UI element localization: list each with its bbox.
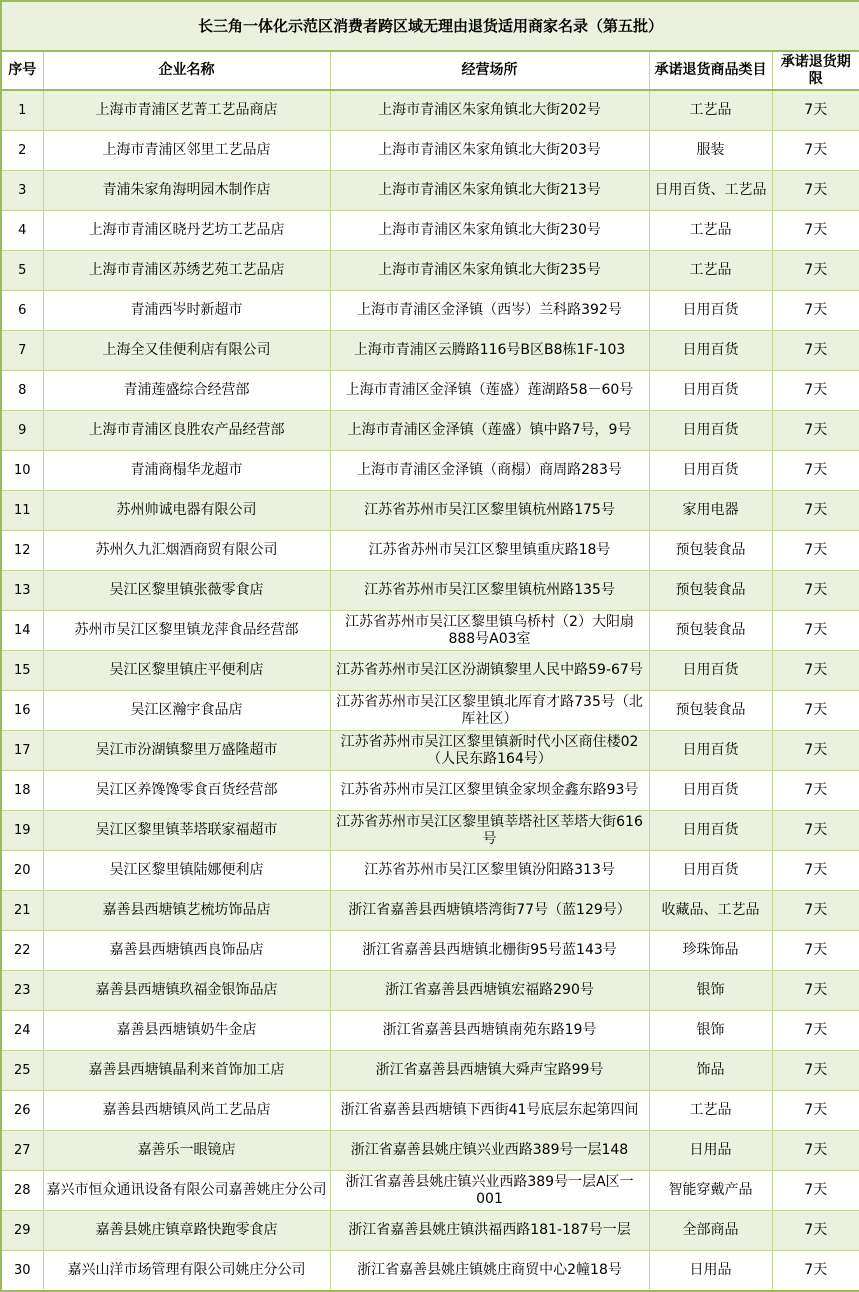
cell-address: 江苏省苏州市吴江区汾湖镇黎里人民中路59-67号 — [330, 651, 649, 691]
cell-name: 苏州市吴江区黎里镇龙萍食品经营部 — [43, 611, 330, 651]
cell-address: 江苏省苏州市吴江区黎里镇新时代小区商住楼02（人民东路164号） — [330, 731, 649, 771]
cell-period: 7天 — [772, 891, 859, 931]
cell-address: 浙江省嘉善县西塘镇下西街41号底层东起第四间 — [330, 1091, 649, 1131]
cell-name: 青浦西岑时新超市 — [43, 291, 330, 331]
cell-period: 7天 — [772, 171, 859, 211]
cell-seq: 10 — [1, 451, 43, 491]
cell-category: 日用百货 — [649, 371, 772, 411]
cell-name: 嘉善县西塘镇玖福金银饰品店 — [43, 971, 330, 1011]
cell-address: 上海市青浦区云腾路116号B区B8栋1F-103 — [330, 331, 649, 371]
cell-category: 工艺品 — [649, 1091, 772, 1131]
cell-address: 浙江省嘉善县姚庄镇兴业西路389号一层148 — [330, 1131, 649, 1171]
cell-address: 浙江省嘉善县西塘镇宏福路290号 — [330, 971, 649, 1011]
table-row — [1, 451, 859, 491]
table-row — [1, 211, 859, 251]
cell-period: 7天 — [772, 1011, 859, 1051]
cell-seq: 18 — [1, 771, 43, 811]
cell-seq: 1 — [1, 90, 43, 131]
cell-address: 江苏省苏州市吴江区黎里镇汾阳路313号 — [330, 851, 649, 891]
cell-seq: 25 — [1, 1051, 43, 1091]
cell-period: 7天 — [772, 131, 859, 171]
table-row — [1, 851, 859, 891]
cell-address: 江苏省苏州市吴江区黎里镇重庆路18号 — [330, 531, 649, 571]
cell-address: 江苏省苏州市吴江区黎里镇莘塔社区莘塔大街616号 — [330, 811, 649, 851]
table-row — [1, 251, 859, 291]
table-row — [1, 731, 859, 771]
cell-address: 江苏省苏州市吴江区黎里镇乌桥村（2）大阳扇888号A03室 — [330, 611, 649, 651]
cell-period: 7天 — [772, 1051, 859, 1091]
cell-address: 江苏省苏州市吴江区黎里镇杭州路175号 — [330, 491, 649, 531]
title-row — [1, 1, 859, 51]
table-row — [1, 691, 859, 731]
cell-period: 7天 — [772, 411, 859, 451]
page-title: 长三角一体化示范区消费者跨区域无理由退货适用商家名录（第五批） — [1, 1, 859, 51]
cell-period: 7天 — [772, 771, 859, 811]
cell-category: 工艺品 — [649, 211, 772, 251]
cell-address: 江苏省苏州市吴江区黎里镇杭州路135号 — [330, 571, 649, 611]
cell-category: 服装 — [649, 131, 772, 171]
cell-period: 7天 — [772, 971, 859, 1011]
table-row — [1, 1171, 859, 1211]
cell-seq: 15 — [1, 651, 43, 691]
cell-seq: 5 — [1, 251, 43, 291]
cell-address: 上海市青浦区朱家角镇北大街213号 — [330, 171, 649, 211]
table-row — [1, 491, 859, 531]
cell-category: 饰品 — [649, 1051, 772, 1091]
cell-category: 银饰 — [649, 1011, 772, 1051]
cell-name: 嘉善县西塘镇晶利来首饰加工店 — [43, 1051, 330, 1091]
cell-name: 青浦朱家角海明园木制作店 — [43, 171, 330, 211]
cell-category: 全部商品 — [649, 1211, 772, 1251]
cell-address: 江苏省苏州市吴江区黎里镇北厍育才路735号（北厍社区） — [330, 691, 649, 731]
cell-period: 7天 — [772, 931, 859, 971]
cell-seq: 11 — [1, 491, 43, 531]
cell-category: 日用品 — [649, 1131, 772, 1171]
cell-seq: 16 — [1, 691, 43, 731]
cell-seq: 8 — [1, 371, 43, 411]
cell-name: 上海市青浦区晓丹艺坊工艺品店 — [43, 211, 330, 251]
cell-name: 吴江区瀚宇食品店 — [43, 691, 330, 731]
cell-seq: 30 — [1, 1251, 43, 1292]
cell-name: 苏州久九汇烟酒商贸有限公司 — [43, 531, 330, 571]
cell-name: 嘉善县西塘镇艺梳坊饰品店 — [43, 891, 330, 931]
cell-period: 7天 — [772, 291, 859, 331]
cell-name: 上海市青浦区良胜农产品经营部 — [43, 411, 330, 451]
table-row — [1, 611, 859, 651]
cell-address: 浙江省嘉善县西塘镇南苑东路19号 — [330, 1011, 649, 1051]
cell-address: 上海市青浦区金泽镇（莲盛）莲湖路58－60号 — [330, 371, 649, 411]
cell-period: 7天 — [772, 571, 859, 611]
table-row — [1, 1131, 859, 1171]
cell-period: 7天 — [772, 531, 859, 571]
cell-category: 日用品 — [649, 1251, 772, 1292]
cell-address: 浙江省嘉善县西塘镇塔湾街77号（蓝129号） — [330, 891, 649, 931]
cell-period: 7天 — [772, 331, 859, 371]
cell-category: 家用电器 — [649, 491, 772, 531]
cell-period: 7天 — [772, 211, 859, 251]
cell-period: 7天 — [772, 691, 859, 731]
cell-category: 预包装食品 — [649, 571, 772, 611]
cell-category: 日用百货、工艺品 — [649, 171, 772, 211]
cell-name: 嘉善县西塘镇西良饰品店 — [43, 931, 330, 971]
cell-category: 预包装食品 — [649, 531, 772, 571]
header-row — [1, 51, 859, 90]
cell-address: 浙江省嘉善县姚庄镇兴业西路389号一层A区一001 — [330, 1171, 649, 1211]
cell-seq: 23 — [1, 971, 43, 1011]
cell-seq: 14 — [1, 611, 43, 651]
cell-name: 嘉兴市恒众通讯设备有限公司嘉善姚庄分公司 — [43, 1171, 330, 1211]
cell-address: 浙江省嘉善县西塘镇大舜声宝路99号 — [330, 1051, 649, 1091]
cell-name: 吴江区黎里镇张薇零食店 — [43, 571, 330, 611]
cell-name: 嘉善县西塘镇奶牛金店 — [43, 1011, 330, 1051]
cell-name: 嘉善县姚庄镇章路快跑零食店 — [43, 1211, 330, 1251]
cell-address: 上海市青浦区朱家角镇北大街230号 — [330, 211, 649, 251]
cell-period: 7天 — [772, 611, 859, 651]
cell-period: 7天 — [772, 731, 859, 771]
cell-period: 7天 — [772, 851, 859, 891]
cell-name: 上海市青浦区邻里工艺品店 — [43, 131, 330, 171]
cell-seq: 24 — [1, 1011, 43, 1051]
cell-period: 7天 — [772, 491, 859, 531]
cell-name: 上海市青浦区艺菁工艺品商店 — [43, 90, 330, 131]
cell-category: 日用百货 — [649, 331, 772, 371]
cell-address: 浙江省嘉善县姚庄镇洪福西路181-187号一层 — [330, 1211, 649, 1251]
cell-address: 浙江省嘉善县姚庄镇姚庄商贸中心2幢18号 — [330, 1251, 649, 1292]
cell-seq: 26 — [1, 1091, 43, 1131]
cell-seq: 12 — [1, 531, 43, 571]
cell-category: 工艺品 — [649, 90, 772, 131]
table-row — [1, 1251, 859, 1292]
cell-name: 上海市青浦区苏绣艺苑工艺品店 — [43, 251, 330, 291]
cell-seq: 29 — [1, 1211, 43, 1251]
cell-address: 上海市青浦区朱家角镇北大街235号 — [330, 251, 649, 291]
cell-period: 7天 — [772, 251, 859, 291]
table-row — [1, 1091, 859, 1131]
cell-seq: 7 — [1, 331, 43, 371]
cell-category: 日用百货 — [649, 651, 772, 691]
cell-seq: 20 — [1, 851, 43, 891]
header-name: 企业名称 — [43, 51, 330, 90]
cell-address: 上海市青浦区朱家角镇北大街202号 — [330, 90, 649, 131]
cell-category: 日用百货 — [649, 731, 772, 771]
table-row — [1, 331, 859, 371]
cell-address: 上海市青浦区金泽镇（西岑）兰科路392号 — [330, 291, 649, 331]
cell-seq: 22 — [1, 931, 43, 971]
cell-name: 嘉善县西塘镇风尚工艺品店 — [43, 1091, 330, 1131]
table-row — [1, 371, 859, 411]
cell-address: 上海市青浦区朱家角镇北大街203号 — [330, 131, 649, 171]
cell-seq: 17 — [1, 731, 43, 771]
cell-address: 江苏省苏州市吴江区黎里镇金家坝金鑫东路93号 — [330, 771, 649, 811]
table-row — [1, 1051, 859, 1091]
cell-category: 日用百货 — [649, 291, 772, 331]
cell-name: 吴江区黎里镇莘塔联家福超市 — [43, 811, 330, 851]
cell-name: 上海全又佳便利店有限公司 — [43, 331, 330, 371]
cell-category: 预包装食品 — [649, 611, 772, 651]
cell-name: 吴江区养馋馋零食百货经营部 — [43, 771, 330, 811]
cell-category: 日用百货 — [649, 411, 772, 451]
table-row — [1, 131, 859, 171]
cell-seq: 13 — [1, 571, 43, 611]
cell-period: 7天 — [772, 1171, 859, 1211]
header-period: 承诺退货期限 — [772, 51, 859, 90]
cell-period: 7天 — [772, 651, 859, 691]
table-row — [1, 771, 859, 811]
cell-name: 吴江区黎里镇陆娜便利店 — [43, 851, 330, 891]
cell-category: 珍珠饰品 — [649, 931, 772, 971]
cell-address: 浙江省嘉善县西塘镇北栅街95号蓝143号 — [330, 931, 649, 971]
cell-seq: 9 — [1, 411, 43, 451]
cell-period: 7天 — [772, 1091, 859, 1131]
cell-seq: 6 — [1, 291, 43, 331]
table-row — [1, 931, 859, 971]
cell-seq: 3 — [1, 171, 43, 211]
cell-category: 日用百货 — [649, 771, 772, 811]
table-row — [1, 571, 859, 611]
cell-category: 日用百货 — [649, 851, 772, 891]
table-row — [1, 651, 859, 691]
cell-period: 7天 — [772, 1211, 859, 1251]
cell-name: 苏州帅诚电器有限公司 — [43, 491, 330, 531]
cell-seq: 4 — [1, 211, 43, 251]
cell-category: 预包装食品 — [649, 691, 772, 731]
table-row — [1, 1211, 859, 1251]
cell-address: 上海市青浦区金泽镇（莲盛）镇中路7号，9号 — [330, 411, 649, 451]
table-row — [1, 531, 859, 571]
table-row — [1, 90, 859, 131]
cell-seq: 2 — [1, 131, 43, 171]
cell-period: 7天 — [772, 811, 859, 851]
cell-category: 银饰 — [649, 971, 772, 1011]
cell-period: 7天 — [772, 371, 859, 411]
cell-seq: 28 — [1, 1171, 43, 1211]
cell-period: 7天 — [772, 1251, 859, 1292]
cell-period: 7天 — [772, 1131, 859, 1171]
cell-seq: 21 — [1, 891, 43, 931]
cell-category: 收藏品、工艺品 — [649, 891, 772, 931]
table-row — [1, 971, 859, 1011]
header-seq: 序号 — [1, 51, 43, 90]
cell-address: 上海市青浦区金泽镇（商榻）商周路283号 — [330, 451, 649, 491]
cell-name: 嘉善乐一眼镜店 — [43, 1131, 330, 1171]
table-row — [1, 1011, 859, 1051]
header-category: 承诺退货商品类目 — [649, 51, 772, 90]
table-row — [1, 891, 859, 931]
cell-name: 青浦莲盛综合经营部 — [43, 371, 330, 411]
table-row — [1, 411, 859, 451]
table-row — [1, 171, 859, 211]
cell-name: 青浦商榻华龙超市 — [43, 451, 330, 491]
cell-name: 吴江区黎里镇庄平便利店 — [43, 651, 330, 691]
cell-period: 7天 — [772, 90, 859, 131]
header-address: 经营场所 — [330, 51, 649, 90]
cell-category: 日用百货 — [649, 811, 772, 851]
cell-category: 智能穿戴产品 — [649, 1171, 772, 1211]
cell-name: 吴江市汾湖镇黎里万盛隆超市 — [43, 731, 330, 771]
table-row — [1, 291, 859, 331]
cell-seq: 27 — [1, 1131, 43, 1171]
cell-category: 日用百货 — [649, 451, 772, 491]
cell-period: 7天 — [772, 451, 859, 491]
cell-seq: 19 — [1, 811, 43, 851]
table-row — [1, 811, 859, 851]
cell-category: 工艺品 — [649, 251, 772, 291]
cell-name: 嘉兴山洋市场管理有限公司姚庄分公司 — [43, 1251, 330, 1292]
